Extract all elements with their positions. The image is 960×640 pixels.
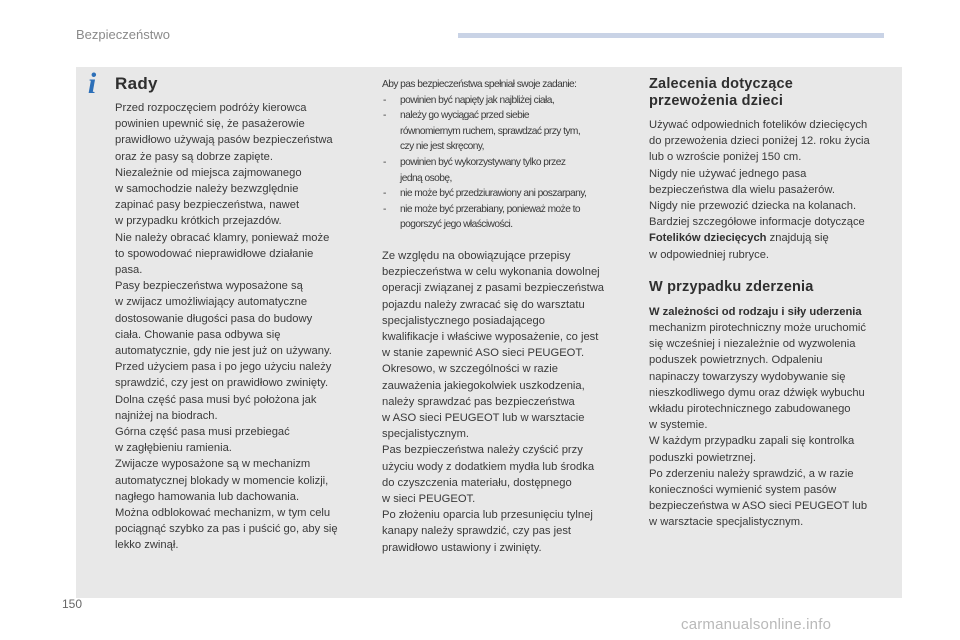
text-line: Zwijacze wyposażone są w mechanizm [115,458,311,471]
text-line: napinaczy towarzyszy wydobywanie się [649,370,846,383]
text-line: konieczności wymienić system pasów [649,484,837,497]
text-line: prawidłowo używają pasów bezpieczeństwa [115,134,333,147]
conditions-intro: Aby pas bezpieczeństwa spełniał swoje zadanie: [382,79,577,90]
text-line: kanapy należy sprawdzić, czy pas jest [382,525,572,538]
collision-text [649,320,895,531]
children-heading-line2: przewożenia dzieci [649,93,784,109]
conditions-block [382,77,632,233]
children-ref-line [649,230,895,246]
text-line: specjalistycznego posiadającego [382,314,545,327]
text-line: poduszek powietrznych. Odpaleniu [649,354,823,367]
text-line: lub o wzroście poniżej 150 cm. [649,151,802,164]
text-line: pasa. [115,264,143,277]
section-title: Bezpieczeństwo [76,27,170,42]
children-column [649,76,895,531]
condition-item-line: czy nie jest skręcony, [400,141,484,153]
condition-item [382,108,632,155]
text-line: zauważenia jakiegokolwiek uszkodzenia, [382,379,585,392]
text-line: w samochodzie należy bezwzględnie [115,183,299,196]
page-number: 150 [62,597,83,611]
text-line: Po złożeniu oparcia lub przesunięciu tylnej [382,509,593,522]
text-line: Pas bezpieczeństwa należy czyścić przy [382,444,583,457]
text-line: do czyszczenia materiału, dostępnego [382,476,572,489]
children-heading [649,76,895,110]
text-line: użyciu wody z dodatkiem mydła lub środka [382,460,595,473]
text-line: bezpieczeństwa dla wielu pasażerów. [649,183,835,196]
text-line: automatycznie, gdy nie jest już on używany. [115,345,332,358]
text-line: się wcześniej i niezależnie od wyzwolenia [649,338,856,351]
condition-item-line: - powinien być wykorzystywany tylko przez [400,156,566,168]
condition-item [382,186,632,202]
text-line: operacji związanej z pasami bezpieczeństwa [382,282,604,295]
text-line: w stanie zapewnić ASO sieci PEUGEOT. [382,347,585,360]
condition-item-line: - należy go wyciągać przed siebie [400,110,530,122]
children-text [649,117,895,230]
text-line: w ASO sieci PEUGEOT lub w warsztacie [382,411,585,424]
header-accent-bar [458,33,884,38]
text-line: lekko zwinął. [115,539,179,552]
text-line: wkładu pirotechnicznego zabudowanego [649,403,851,416]
text-line: poduszki powietrznej. [649,451,756,464]
rady-text [115,100,355,554]
text-line: kwalifikacje i właściwe wyposażenie, co jest [382,330,599,343]
children-last-line: w odpowiedniej rubryce. [649,248,770,261]
text-line: prawidłowo ustawiony i zwinięty. [382,541,542,554]
text-line: Przed rozpoczęciem podróży kierowca [115,102,307,114]
text-line: należy sprawdzać pas bezpieczeństwa [382,395,575,408]
text-line: Pasy bezpieczeństwa wyposażone są [115,280,303,293]
rady-column [115,73,355,554]
child-seats-reference: Fotelików dziecięcych [649,232,767,245]
condition-item [382,202,632,233]
text-line: Górna część pasa musi przebiegać [115,426,290,439]
text-line: w sieci PEUGEOT. [382,492,476,505]
condition-item-line: jedną osobę, [400,172,452,184]
children-ref-tail: znajdują się [766,232,829,245]
text-line: w systemie. [649,419,708,432]
text-line: w zagłębieniu ramienia. [115,442,232,455]
text-line: Nigdy nie przewozić dziecka na kolanach. [649,200,857,213]
text-line: Nie należy obracać klamry, ponieważ może [115,231,330,244]
text-line: sprawdzić, czy jest on prawidłowo zwinięty. [115,377,329,390]
text-line: Po zderzeniu należy sprawdzić, a w razie [649,467,854,480]
text-line: zapinać pasy bezpieczeństwa, nawet [115,199,300,212]
conditions-list [382,93,632,233]
text-line: do przewożenia dzieci poniżej 12. roku życia [649,135,870,148]
text-line: powinien upewnić się, że pasażerowie [115,118,305,131]
children-heading-line1: Zalecenia dotyczące [649,76,794,92]
text-line: w warsztacie specjalistycznym. [649,516,804,529]
collision-heading: W przypadku zderzenia [649,278,814,295]
conditions-column [382,77,632,556]
text-line: specjalistycznym. [382,428,470,441]
condition-item-line: - nie może być przerabiany, ponieważ może to [400,203,580,215]
watermark: carmanualsonline.info [681,616,832,633]
rady-heading: Rady [115,74,158,93]
text-line: w zwijacz umożliwiający automatyczne [115,296,308,309]
condition-item [382,155,632,186]
text-line: to spowodować nieprawidłowe działanie [115,247,314,260]
text-line: mechanizm pirotechniczny może uruchomić [649,322,866,335]
text-line: Używać odpowiednich fotelików dziecięcych [649,119,868,131]
info-icon: i [87,67,97,100]
condition-item-line: pogorszyć jego właściwości. [400,219,513,231]
text-line: w przypadku krótkich przejazdów. [115,215,282,228]
text-line: pojazdu należy zwracać się do warsztatu [382,298,585,311]
text-line: pociągnąć szybko za pas i puścić go, aby się [115,523,338,536]
condition-item [382,93,632,109]
text-line: Ze względu na obowiązujące przepisy [382,249,571,262]
text-line: Niezależnie od miejsca zajmowanego [115,166,302,179]
text-line: dostosowanie długości pasa do budowy [115,312,313,325]
text-line: W każdym przypadku zapali się kontrolka [649,435,855,448]
text-line: bezpieczeństwa w celu wykonania dowolnej [382,266,600,279]
text-line: automatycznej blokady w momencie kolizji, [115,474,329,487]
text-line: najniżej na biodrach. [115,409,218,422]
collision-lead-bold: W zależności od rodzaju i siły uderzenia [649,305,862,318]
text-line: Okresowo, w szczególności w razie [382,363,558,376]
text-line: nagłego hamowania lub dachowania. [115,490,300,503]
text-line: Można odblokować mechanizm, w tym celu [115,507,331,520]
text-line: oraz że pasy są dobrze zapięte. [115,150,273,163]
text-line: Dolna część pasa musi być położona jak [115,393,317,406]
text-line: nieszkodliwego dymu oraz dźwięk wybuchu [649,386,865,399]
text-line: ciała. Chowanie pasa odbywa się [115,328,281,341]
condition-item-line: równomiernym ruchem, sprawdzać przy tym, [400,125,581,137]
condition-item-line: - powinien być napięty jak najbliżej ciała, [400,94,555,106]
text-line: bezpieczeństwa w ASO sieci PEUGEOT lub [649,500,868,513]
text-line: Przed użyciem pasa i po jego użyciu należy [115,361,332,374]
text-line: Bardziej szczegółowe informacje dotyczące [649,216,865,229]
collision-lead [649,304,895,320]
maintenance-text [382,248,632,556]
text-line: Nigdy nie używać jednego pasa [649,167,807,180]
condition-item-line: - nie może być przedziurawiony ani poszarpany, [400,188,587,200]
